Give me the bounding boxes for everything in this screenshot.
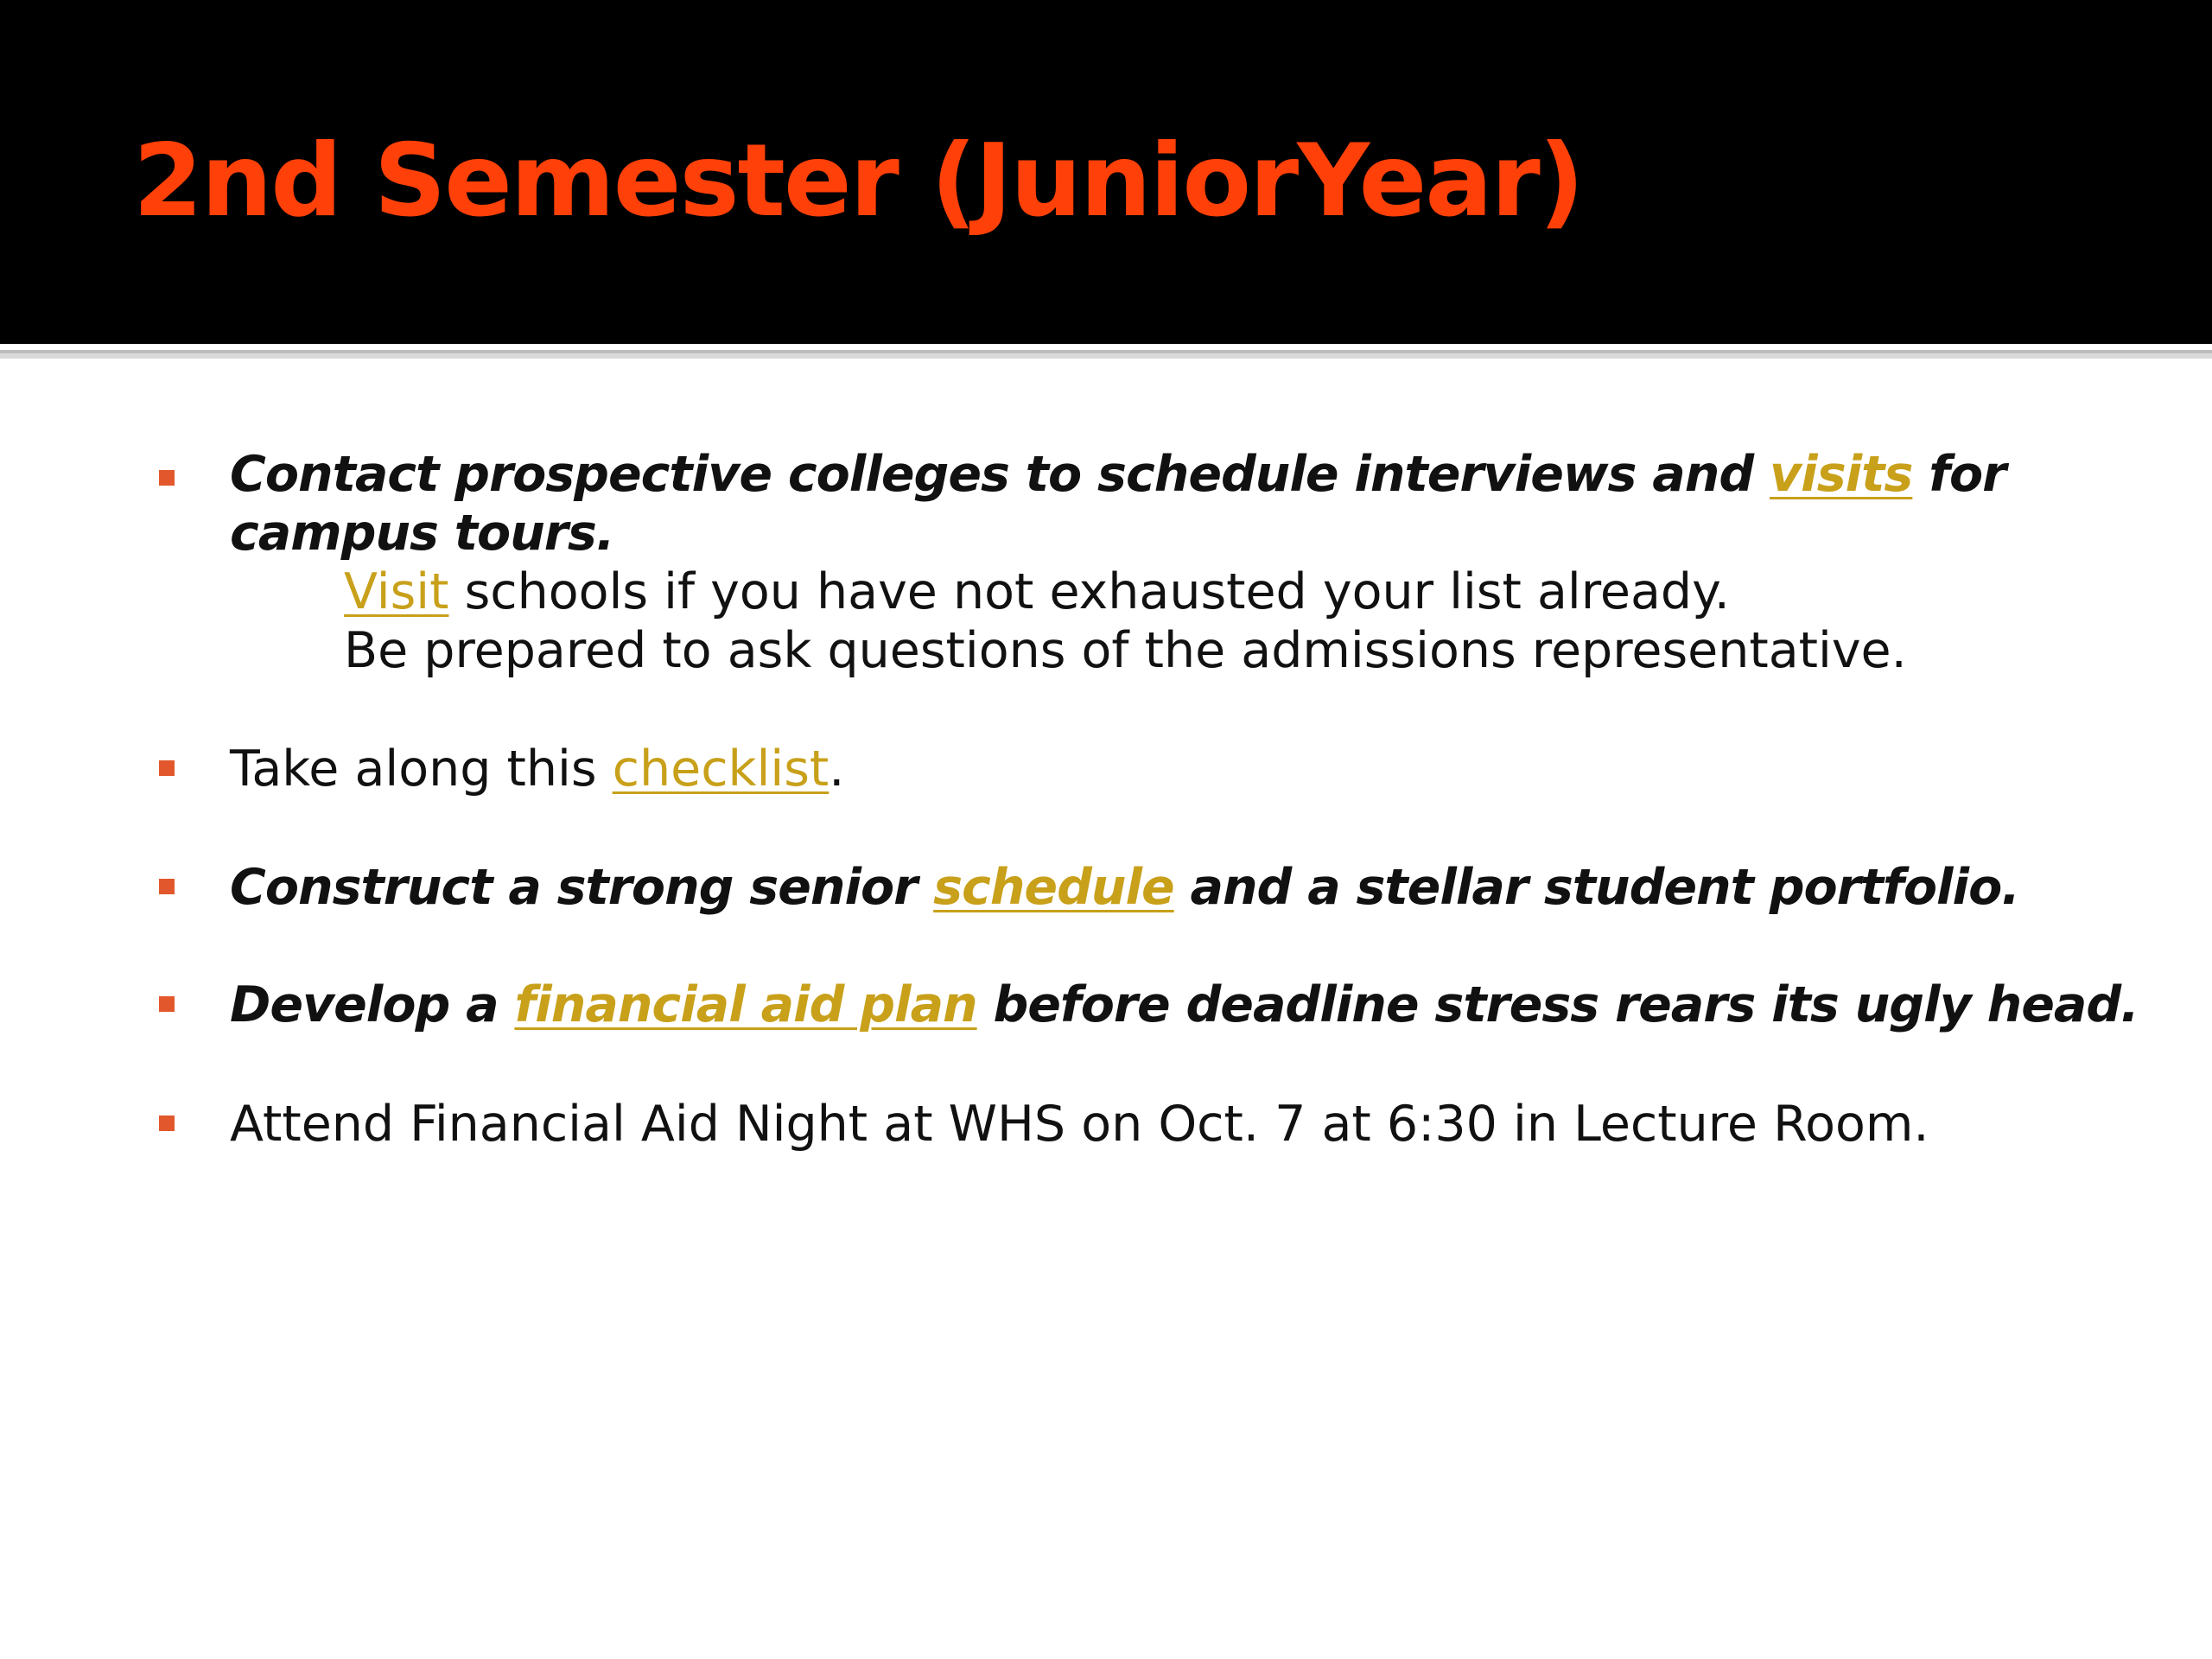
- text-segment: .: [829, 741, 845, 798]
- financial-aid-plan-link[interactable]: financial aid plan: [514, 976, 977, 1033]
- sub-text-line: [344, 563, 1730, 621]
- text-segment: Take along this: [230, 741, 613, 798]
- visit-link[interactable]: Visit: [344, 563, 449, 620]
- slide-title: 2nd Semester (JuniorYear): [133, 123, 1583, 239]
- square-bullet-icon: [159, 760, 175, 776]
- square-bullet-icon: [159, 879, 175, 894]
- square-bullet-icon: [159, 1116, 175, 1131]
- bullet-text-line: [230, 740, 844, 798]
- text-segment: Develop a: [230, 976, 515, 1033]
- bullet-text-line: [230, 445, 2005, 504]
- text-segment: Construct a strong senior: [230, 859, 934, 916]
- bullet-text-line: campus tours.: [230, 505, 614, 562]
- bullet-text-line: [230, 858, 2019, 917]
- square-bullet-icon: [159, 470, 175, 486]
- schedule-link[interactable]: schedule: [933, 859, 1174, 916]
- checklist-link[interactable]: checklist: [612, 741, 830, 798]
- bullet-text-line: [230, 976, 2139, 1034]
- text-segment: and a stellar student portfolio.: [1173, 859, 2019, 916]
- bullet-text-line: Attend Financial Aid Night at WHS on Oct. 7 at 6:30 in Lecture Room.: [230, 1096, 1929, 1153]
- text-segment: before deadline stress rears its ugly head.: [976, 976, 2139, 1033]
- text-segment: schools if you have not exhausted your list already.: [448, 563, 1730, 620]
- visits-link[interactable]: visits: [1770, 446, 1913, 503]
- text-segment: for: [1912, 446, 2006, 503]
- text-segment: Contact prospective colleges to schedule interviews and: [230, 446, 1770, 503]
- square-bullet-icon: [159, 996, 175, 1012]
- sub-text-line: Be prepared to ask questions of the admissions representative.: [344, 622, 1907, 679]
